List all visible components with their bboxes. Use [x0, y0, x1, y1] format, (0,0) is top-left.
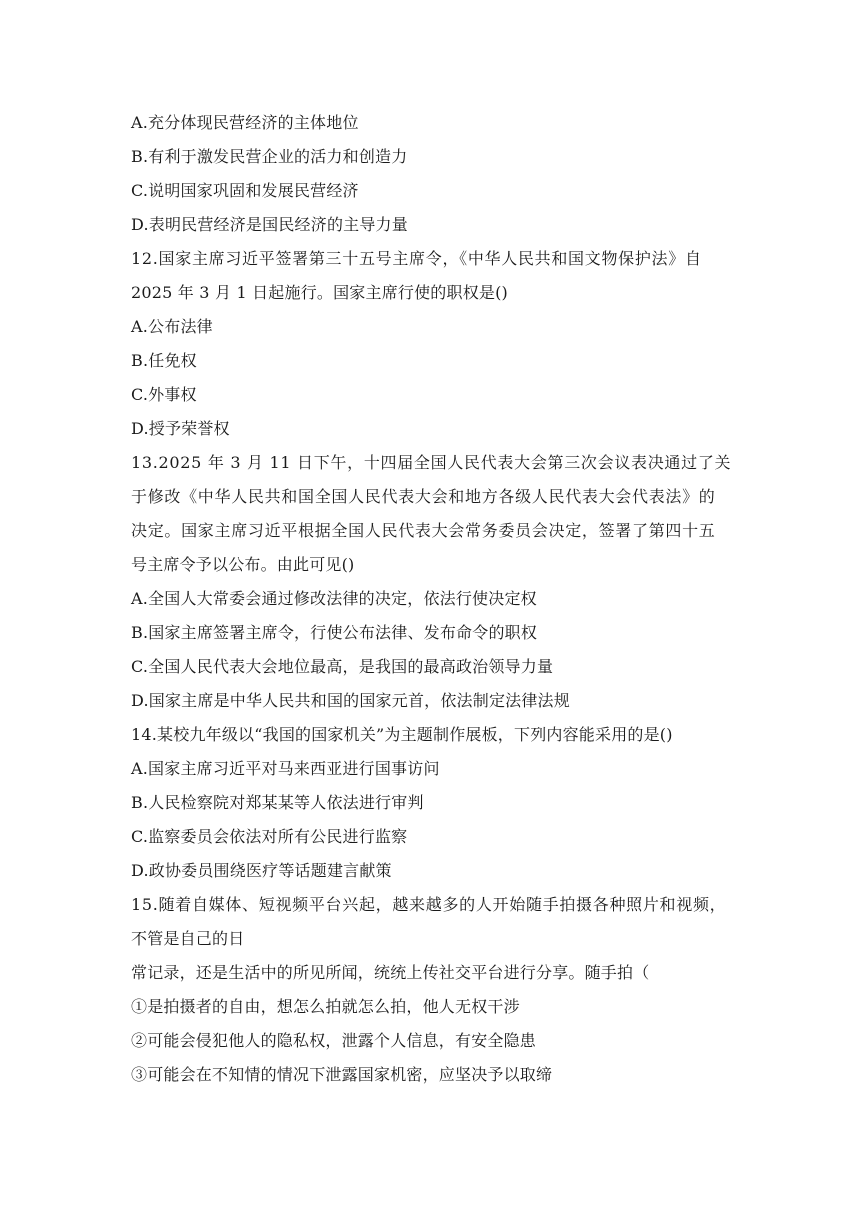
option-b-q14: B.人民检察院对郑某某等人依法进行审判 — [131, 793, 424, 812]
question-13-line-3: 决定。国家主席习近平根据全国人民代表大会常务委员会决定，签署了第四十五 — [131, 521, 716, 540]
question-15-line-2: 不管是自己的日 — [131, 929, 245, 948]
option-d-q13: D.国家主席是中华人民共和国的国家元首，依法制定法律法规 — [131, 691, 570, 710]
question-14: 14.某校九年级以“我国的国家机关”为主题制作展板，下列内容能采用的是() — [131, 725, 673, 744]
option-c-q14: C.监察委员会依法对所有公民进行监察 — [131, 827, 408, 846]
option-c-q12: C.外事权 — [131, 385, 197, 404]
option-b-q12: B.任免权 — [131, 351, 197, 370]
option-c-q11: C.说明国家巩固和发展民营经济 — [131, 181, 359, 200]
question-15-line-3: 常记录，还是生活中的所见所闻，统统上传社交平台进行分享。随手拍（ — [131, 963, 650, 982]
option-c-q13: C.全国人民代表大会地位最高，是我国的最高政治领导力量 — [131, 657, 554, 676]
statement-3-q15: ③可能会在不知情的情况下泄露国家机密，应坚决予以取缔 — [131, 1065, 553, 1084]
option-d-q12: D.授予荣誉权 — [131, 419, 230, 438]
option-a-q13: A.全国人大常委会通过修改法律的决定，依法行使决定权 — [131, 589, 537, 608]
option-d-q14: D.政协委员围绕医疗等话题建言献策 — [131, 861, 392, 880]
question-13-line-2: 于修改《中华人民共和国全国人民代表大会和地方各级人民代表大会代表法》的 — [131, 487, 716, 506]
option-a-q14: A.国家主席习近平对马来西亚进行国事访问 — [131, 759, 440, 778]
question-15-line-1: 15.随着自媒体、短视频平台兴起，越来越多的人开始随手拍摄各种照片和视频， — [131, 895, 727, 914]
question-12-line-1: 12.国家主席习近平签署第三十五号主席令，《中华人民共和国文物保护法》自 — [131, 249, 702, 268]
question-13-line-1: 13.2025 年 3 月 11 日下午，十四届全国人民代表大会第三次会议表决通过了关 — [131, 453, 732, 472]
question-13-line-4: 号主席令予以公布。由此可见() — [131, 555, 355, 574]
option-a-q12: A.公布法律 — [131, 317, 213, 336]
option-b-q13: B.国家主席签署主席令，行使公布法律、发布命令的职权 — [131, 623, 538, 642]
document-page — [131, 106, 731, 1092]
option-a-q11: A.充分体现民营经济的主体地位 — [131, 113, 359, 132]
option-b-q11: B.有利于激发民营企业的活力和创造力 — [131, 147, 408, 166]
question-12-line-2: 2025 年 3 月 1 日起施行。国家主席行使的职权是() — [131, 283, 508, 302]
option-d-q11: D.表明民营经济是国民经济的主导力量 — [131, 215, 408, 234]
statement-1-q15: ①是拍摄者的自由，想怎么拍就怎么拍，他人无权干涉 — [131, 997, 520, 1016]
statement-2-q15: ②可能会侵犯他人的隐私权，泄露个人信息，有安全隐患 — [131, 1031, 537, 1050]
